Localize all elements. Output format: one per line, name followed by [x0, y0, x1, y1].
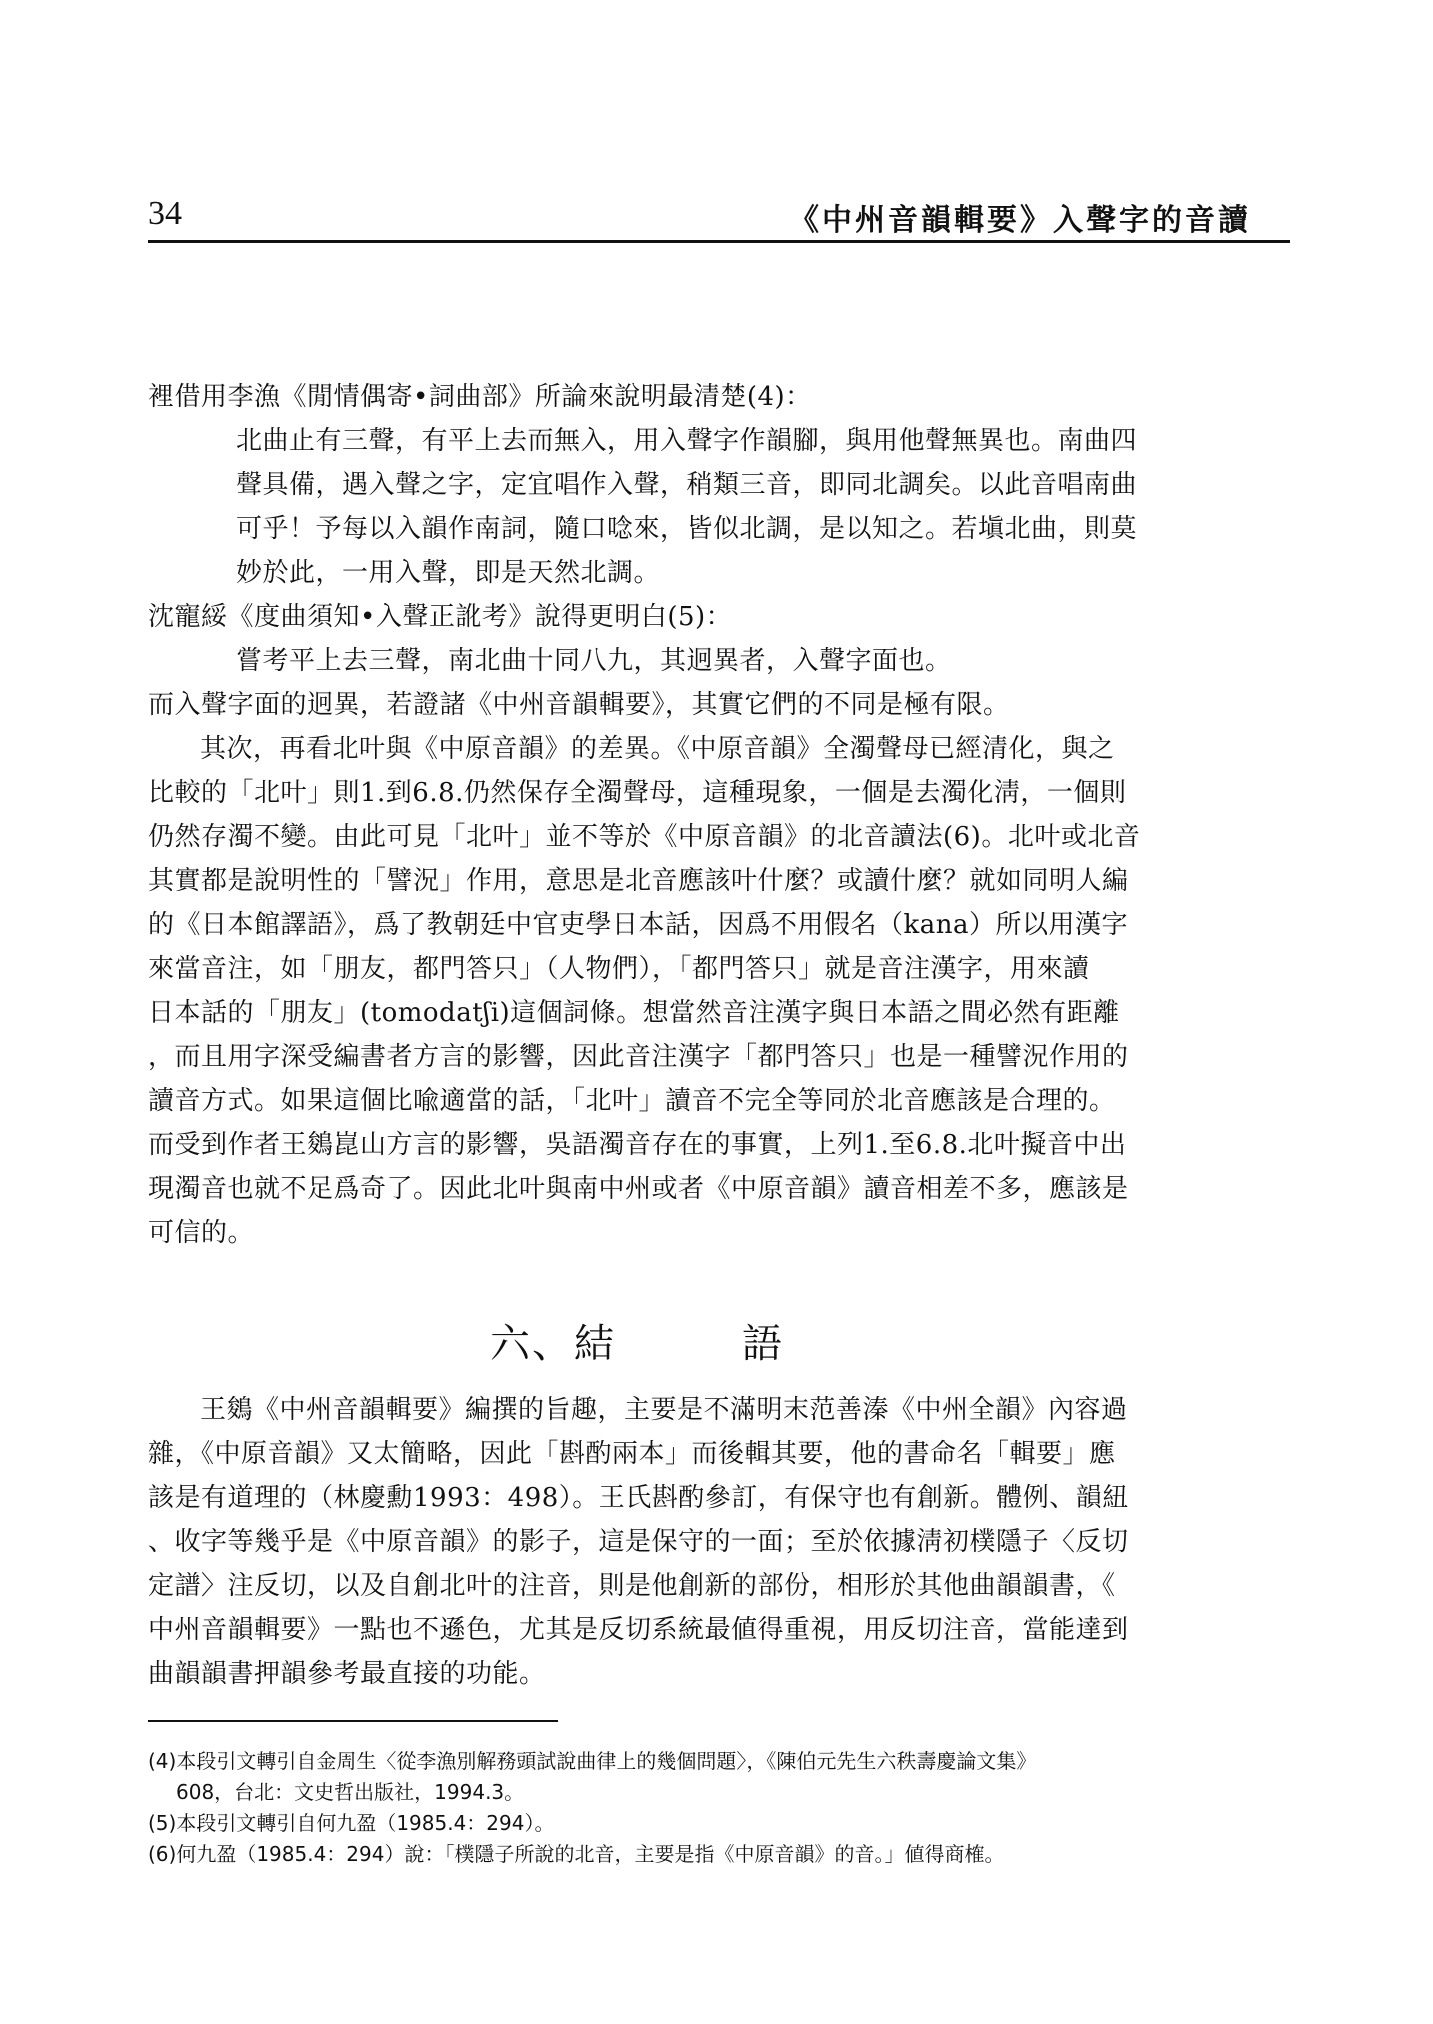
quote-li-yu	[148, 419, 1254, 595]
paragraph-conclusion	[148, 1388, 1254, 1696]
paragraph-line: 比較的「北叶」則1.到6.8.仍然保存全濁聲母，這種現象，一個是去濁化淸，一個則	[148, 778, 1127, 808]
footnote-4: (4)本段引文轉引自金周生〈從李漁別解務頭試說曲律上的幾個問題〉，《陳伯元先生六秩壽慶論文集》	[148, 1749, 1037, 1773]
quote-line: 聲具備，遇入聲之字，定宜唱作入聲，稍類三音，即同北調矣。以此音唱南曲	[236, 470, 1138, 500]
paragraph-line: 中州音韻輯要》一點也不遜色，尤其是反切系統最値得重視，用反切注音，當能達到	[148, 1615, 1129, 1645]
shen-chongsui-line: 沈寵綏《度曲須知•入聲正訛考》說得更明白(5)：	[148, 602, 733, 632]
paragraph-line: 可信的。	[148, 1218, 255, 1248]
paragraph-line: 的《日本館譯語》，爲了教朝廷中官吏學日本話，因爲不用假名（kana）所以用漢字	[148, 910, 1129, 940]
conclusion-line: 而入聲字面的迥異，若證諸《中州音韻輯要》，其實它們的不同是極有限。	[148, 690, 1010, 720]
running-head: 《中州音韻輯要》入聲字的音讀	[789, 203, 1251, 238]
quote-line: 嘗考平上去三聲，南北曲十同八九，其迥異者，入聲字面也。	[236, 646, 952, 676]
footnote-rule	[148, 1720, 558, 1722]
paragraph-beixie	[148, 727, 1254, 1255]
footnote-4-continued: 608，台北：文史哲出版社，1994.3。	[176, 1780, 525, 1804]
paragraph-line: 日本話的「朋友」(tomodatʃi)這個詞條。想當然音注漢字與日本語之間必然有距離	[148, 998, 1120, 1028]
intro-line: 裡借用李漁《閒情偶寄•詞曲部》所論來說明最清楚(4)：	[148, 382, 812, 412]
paragraph-line: 其次，再看北叶與《中原音韻》的差異。《中原音韻》全濁聲母已經清化，與之	[200, 734, 1115, 764]
paragraph-line: 其實都是說明性的「譬況」作用，意思是北音應該叶什麼？或讀什麼？就如同明人編	[148, 866, 1129, 896]
quote-line: 可乎！予每以入韻作南詞，隨口唸來，皆似北調，是以知之。若塡北曲，則莫	[236, 514, 1138, 544]
quote-line: 北曲止有三聲，有平上去而無入，用入聲字作韻腳，與用他聲無異也。南曲四	[236, 426, 1138, 456]
paragraph-line: 、收字等幾乎是《中原音韻》的影子，這是保守的一面；至於依據淸初樸隱子〈反切	[148, 1527, 1129, 1557]
paragraph-line: 曲韻韻書押韻參考最直接的功能。	[148, 1659, 546, 1689]
quote-shen-chongsui	[148, 639, 1254, 683]
footnote-6: (6)何九盈（1985.4：294）說：「樸隱子所說的北音，主要是指《中原音韻》的音。」値得商榷。	[148, 1842, 1005, 1866]
body-top	[148, 375, 1254, 1255]
paragraph-line: 而受到作者王鵕崑山方言的影響，吳語濁音存在的事實，上列1.至6.8.北叶擬音中出	[148, 1130, 1127, 1160]
paragraph-line: 該是有道理的（林慶勳1993：498）。王氏斟酌參訂，有保守也有創新。體例、韻紐	[148, 1483, 1129, 1513]
header-rule	[148, 240, 1290, 243]
paragraph-line: 讀音方式。如果這個比喩適當的話，「北叶」讀音不完全等同於北音應該是合理的。	[148, 1086, 1116, 1116]
quote-line: 妙於此，一用入聲，即是天然北調。	[236, 558, 661, 588]
paragraph-line: 雜，《中原音韻》又太簡略，因此「斟酌兩本」而後輯其要，他的書命名「輯要」應	[148, 1439, 1116, 1469]
paragraph-line: 現濁音也就不足爲奇了。因此北叶與南中州或者《中原音韻》讀音相差不多，應該是	[148, 1174, 1129, 1204]
paragraph-line: ，而且用字深受編書者方言的影響，因此音注漢字「都門答只」也是一種譬況作用的	[148, 1042, 1129, 1072]
page-number: 34	[148, 195, 182, 232]
footnote-5: (5)本段引文轉引自何九盈（1985.4：294）。	[148, 1811, 555, 1835]
section-heading: 六、結 語	[490, 1321, 784, 1367]
footnotes	[148, 1746, 1258, 1870]
paragraph-line: 來當音注，如「朋友，都門答只」（人物們），「都門答只」就是音注漢字，用來讀	[148, 954, 1090, 984]
paragraph-line: 王鵕《中州音韻輯要》編撰的旨趣，主要是不滿明末范善溱《中州全韻》內容過	[200, 1395, 1128, 1425]
paragraph-line: 仍然存濁不變。由此可見「北叶」並不等於《中原音韻》的北音讀法(6)。北叶或北音	[148, 822, 1141, 852]
paragraph-line: 定譜〉注反切，以及自創北叶的注音，則是他創新的部份，相形於其他曲韻韻書，《	[148, 1571, 1116, 1601]
